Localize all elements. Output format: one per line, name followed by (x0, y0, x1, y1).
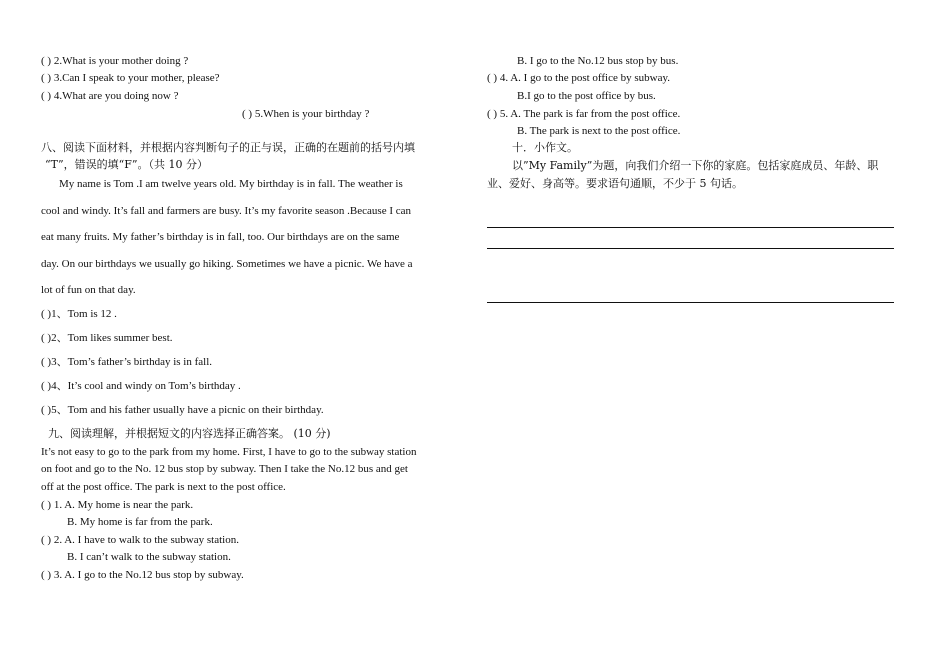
section9-passage-line: It’s not easy to go to the park from my home. First, I have to go to the subway station (41, 446, 417, 458)
section9-question-4b: B.I go to the post office by bus. (517, 90, 656, 102)
writing-line (487, 248, 894, 249)
section8-title-cont: “T”，错误的填“F”。（共 10 分） (45, 158, 208, 171)
section9-passage-line: off at the post office. The park is next to the post office. (41, 481, 286, 493)
section8-item-5: ( )5、Tom and his father usually have a picnic on their birthday. (41, 404, 324, 416)
section9-question-1b: B. My home is far from the park. (67, 516, 213, 528)
section8-passage-line: eat many fruits. My father’s birthday is in fall, too. Our birthdays are on the same (41, 231, 400, 243)
section10-prompt: 以”My Family”为题，向我们介绍一下你的家庭。包括家庭成员、年龄、职 (512, 159, 879, 172)
question-line-5: ( ) 5.When is your birthday ? (242, 108, 370, 120)
section9-question-2a: ( ) 2. A. I have to walk to the subway station. (41, 534, 239, 546)
section8-item-2: ( )2、Tom likes summer best. (41, 332, 173, 344)
section8-passage-line: day. On our birthdays we usually go hiking. Sometimes we have a picnic. We have a (41, 258, 413, 270)
question-line-3: ( ) 3.Can I speak to your mother, please? (41, 72, 220, 84)
section9-question-4a: ( ) 4. A. I go to the post office by subway. (487, 72, 670, 84)
section8-item-3: ( )3、Tom’s father’s birthday is in fall. (41, 356, 213, 368)
section9-question-3a: ( ) 3. A. I go to the No.12 bus stop by subway. (41, 569, 244, 581)
section9-passage-line: on foot and go to the No. 12 bus stop by subway. Then I take the No.12 bus and get (41, 463, 408, 475)
section10-title: 十．小作文。 (512, 141, 578, 154)
section8-passage-line: My name is Tom .I am twelve years old. My birthday is in fall. The weather is (59, 178, 403, 190)
writing-line (487, 302, 894, 303)
question-line-2: ( ) 2.What is your mother doing ? (41, 55, 189, 67)
section8-title: 八、阅读下面材料，并根据内容判断句子的正与误，正确的在题前的括号内填 (41, 141, 415, 154)
section10-prompt-cont: 业、爱好、身高等。要求语句通顺，不少于 5 句话。 (487, 177, 743, 190)
section8-item-4: ( )4、It’s cool and windy on Tom’s birthday . (41, 380, 241, 392)
writing-line (487, 227, 894, 228)
section9-title: 九、阅读理解，并根据短文的内容选择正确答案。 (10 分) (48, 427, 331, 440)
section9-question-5b: B. The park is next to the post office. (517, 125, 681, 137)
section9-question-1a: ( ) 1. A. My home is near the park. (41, 499, 194, 511)
section9-question-3b: B. I go to the No.12 bus stop by bus. (517, 55, 679, 67)
section9-question-5a: ( ) 5. A. The park is far from the post office. (487, 108, 681, 120)
section8-passage-line: lot of fun on that day. (41, 284, 136, 296)
section9-question-2b: B. I can’t walk to the subway station. (67, 551, 231, 563)
section8-passage-line: cool and windy. It’s fall and farmers are busy. It’s my favorite season .Because I can (41, 205, 412, 217)
section8-item-1: ( )1、Tom is 12 . (41, 308, 117, 320)
question-line-4: ( ) 4.What are you doing now ? (41, 90, 179, 102)
